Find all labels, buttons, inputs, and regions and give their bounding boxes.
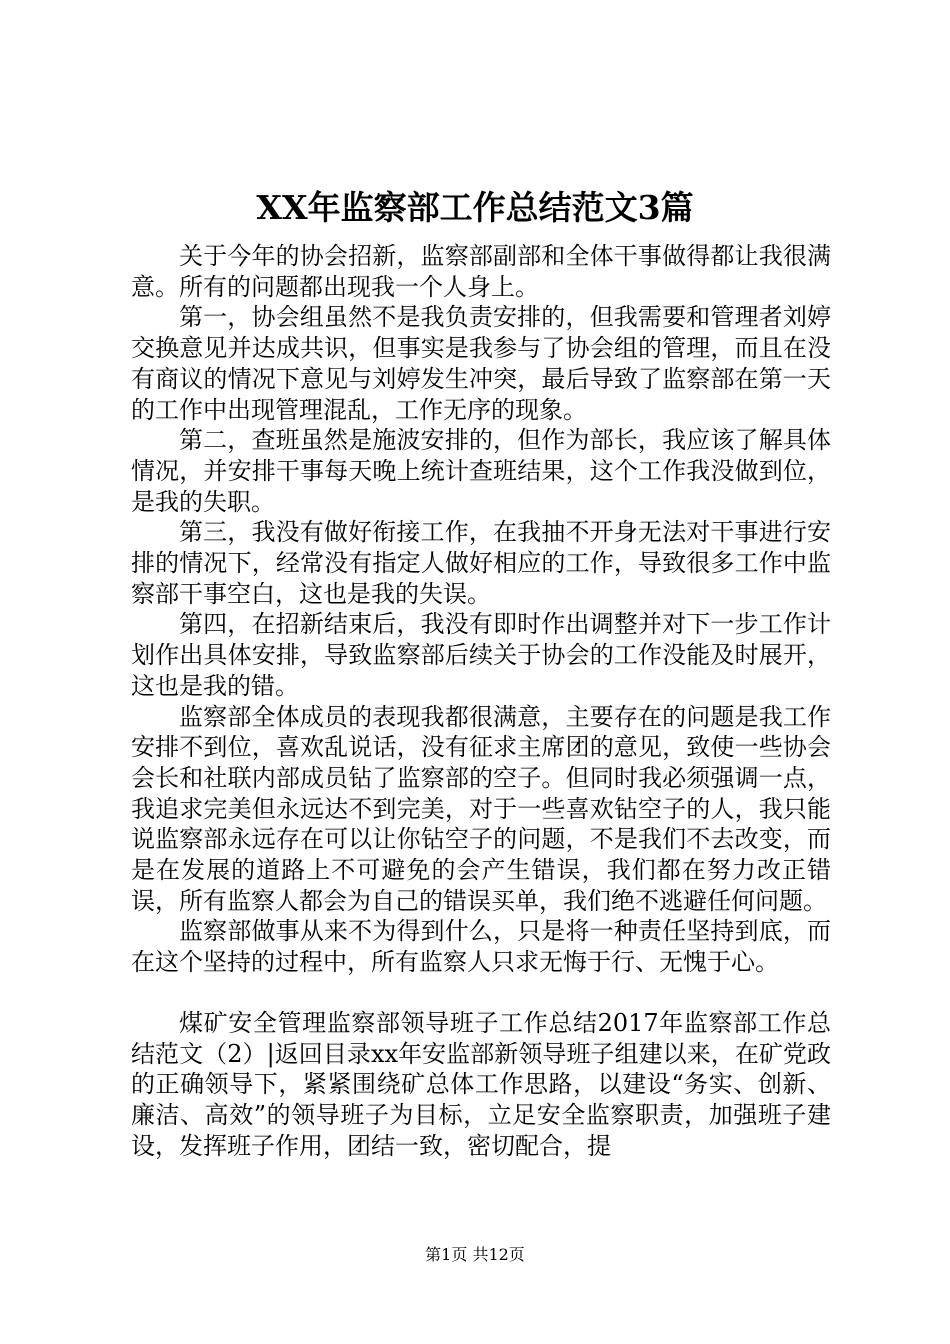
paragraph: 关于今年的协会招新，监察部副部和全体干事做得都让我很满意。所有的问题都出现我一个人身上。 xyxy=(131,242,831,301)
paragraph: 监察部全体成员的表现我都很满意，主要存在的问题是我工作安排不到位，喜欢乱说话，没有征求主席团的意见，致使一些协会会长和社联内部成员钻了监察部的空子。但同时我必须强调一点，我追求完美但永远达不到完美，对于一些喜欢钻空子的人，我只能说监察部永远存在可以让你钻空子的问题，不是我们不去改变，而是在发展的道路上不可避免的会产生错误，我们都在努力改正错误，所有监察人都会为自己的错误买单，我们绝不逃避任何问题。 xyxy=(131,702,831,915)
paragraph: 第二，查班虽然是施波安排的，但作为部长，我应该了解具体情况，并安排干事每天晚上统计查班结果，这个工作我没做到位，是我的失职。 xyxy=(131,426,831,516)
page-title: XX年监察部工作总结范文3篇 xyxy=(256,188,694,227)
paragraph: 第四，在招新结束后，我没有即时作出调整并对下一步工作计划作出具体安排，导致监察部后续关于协会的工作没能及时展开，这也是我的错。 xyxy=(131,610,831,700)
paragraph: 煤矿安全管理监察部领导班子工作总结2017年监察部工作总结范文（2）|返回目录xx年安监部新领导班子组建以来，在矿党政的正确领导下，紧紧围绕矿总体工作思路，以建设“务实、创新、廉洁、高效”的领导班子为目标，立足安全监察职责，加强班子建设，发挥班子作用，团结一致，密切配合，提 xyxy=(131,1008,831,1160)
page-footer: 第1页 共12页 xyxy=(425,1245,525,1264)
paragraph: 监察部做事从来不为得到什么，只是将一种责任坚持到底，而在这个坚持的过程中，所有监察人只求无悔于行、无愧于心。 xyxy=(131,917,831,977)
paragraph: 第三，我没有做好衔接工作，在我抽不开身无法对干事进行安排的情况下，经常没有指定人做好相应的工作，导致很多工作中监察部干事空白，这也是我的失误。 xyxy=(131,518,831,608)
paragraph: 第一，协会组虽然不是我负责安排的，但我需要和管理者刘婷交换意见并达成共识，但事实是我参与了协会组的管理，而且在没有商议的情况下意见与刘婷发生冲突，最后导致了监察部在第一天的工作中出现管理混乱，工作无序的现象。 xyxy=(131,303,831,424)
document-body xyxy=(131,241,831,1161)
